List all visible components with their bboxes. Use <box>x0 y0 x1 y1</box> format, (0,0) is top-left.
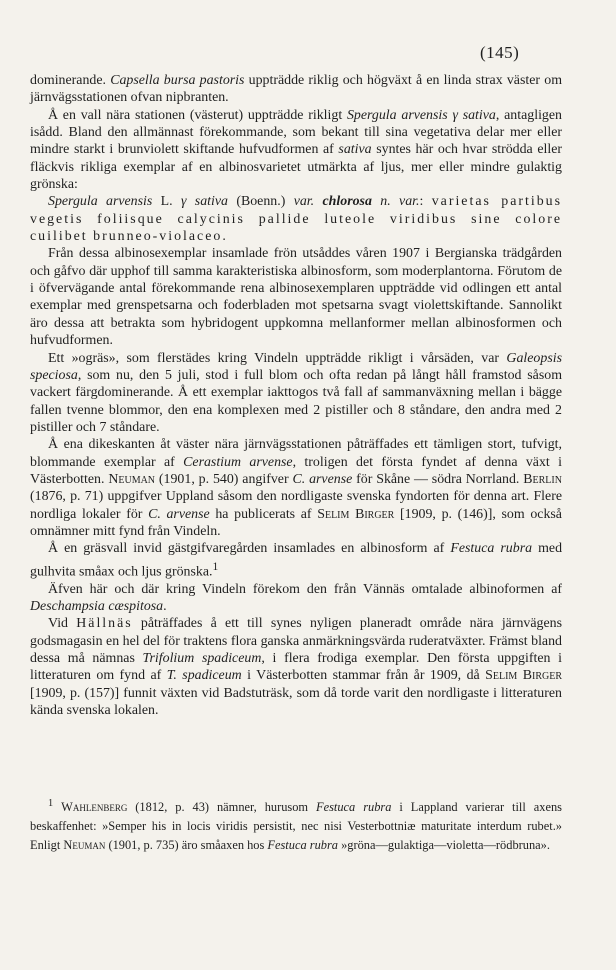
species-name: Trifolium spadiceum <box>142 650 262 666</box>
text-run: påträffades å ett till synes nyligen planeradt område nära järnvägens godsmagasin en hel del för traktens flora ganska anmärkningsvärda ruderatväxter. Främst bland dessa må nämnas <box>30 616 562 666</box>
text-run: : <box>419 194 432 210</box>
paragraph-9 <box>30 615 562 719</box>
footnote-text <box>30 795 562 854</box>
species-name: Spergula arvensis γ sativa <box>346 107 496 123</box>
text-run: Äfven här och där kring Vindeln förekom den från Vännäs omtalade albinoformen af <box>48 581 562 597</box>
species-name: T. spadiceum <box>166 668 242 684</box>
variety-name: chlorosa <box>314 194 372 210</box>
paragraph-4: Från dessa albinosexemplar insamlade frön utsåddes våren 1907 i Bergianska trädgården och gåfvo där upphof till samma karakteristiska albinosform, som moderplantorna. Förutom de i öfvervägande antal förekommande rena albinosexemplaren uppträdde vid odlingen ett antal exemplar med grenspetsarna och foderbladen mot spetsarna svagt violettskiftande. Sannolikt äro dessa att betrakta som hybridogent uppkomna mellanformer mellan albinosformen och hufvudformen. <box>30 246 562 349</box>
page-number: (145) <box>480 43 520 62</box>
author-name: Neuman <box>108 471 156 487</box>
author-name: Wahlenberg <box>61 800 128 815</box>
main-text <box>30 72 562 719</box>
text-run: L. <box>152 194 181 210</box>
text-run: , troligen det första fyndet af denna växt i Västerbotten. <box>30 454 562 487</box>
new-var-label: n. var. <box>371 194 420 210</box>
species-name: Festuca rubra <box>450 541 533 557</box>
text-run: , antagligen isådd. Bland den allmännast förekommande, som bekant till sina vegetativa delar mer eller mindre starkt i brunviolett skiftande hufvudformen af <box>30 107 562 158</box>
text-run: i Lappland varierar till axens beskaffenhet: »Semper his in locis viridis persistit, nec nisi Vesterbottniæ maturitate interdum rubet.» Enligt <box>30 800 562 852</box>
text-run: (Boenn.) <box>227 194 294 210</box>
text-run: , i flera frodiga exemplar. Den första uppgiften i litteraturen om fynd af <box>30 650 562 684</box>
text-run: (1812, p. 43) nämner, hurusom <box>127 800 317 815</box>
text-run: med gulhvita småax och ljus grönska. <box>30 541 563 580</box>
species-name: γ sativa <box>180 194 228 210</box>
text-run: , som nu, den 5 juli, stod i full blom och ofta redan på långt håll framstod såsom vackert färgdominerande. Å ett exemplar iakttogos två fall af sammanväxning mellan i bägge fallen tvenne blommor, den ena komplexen med 2 pistiller och 8 ståndare, den andra med 2 pistiller och 7 ståndare. <box>30 367 562 435</box>
species-name: C. arvense <box>292 471 353 487</box>
species-name: sativa <box>338 142 372 158</box>
species-name: Deschampsia cæspitosa <box>30 598 164 614</box>
author-name: Selim Birger <box>485 668 562 684</box>
species-name: Spergula arvensis <box>48 194 153 210</box>
paragraph-7 <box>30 540 562 580</box>
text-run: dominerande. <box>30 73 111 88</box>
author-name: Berlin <box>523 471 562 487</box>
text-run: [1909, p. (157)] funnit växten vid Badstuträsk, som då torde varit den nordligaste i litteraturen kända svenska lokalen. <box>30 685 562 718</box>
text-run: Å en gräsvall invid gästgifvaregården insamlades en albinosform af <box>48 541 451 557</box>
text-run: Å ena dikeskanten åt väster nära järnvägsstationen påträffades ett tämligen stort, tufvigt, blommande exemplar af <box>30 437 562 470</box>
text-run <box>53 800 61 814</box>
text-run: ha publicerats af <box>209 506 318 522</box>
text-run: (1901, p. 735) äro småaxen hos <box>105 837 268 852</box>
var-label: var. <box>293 194 315 210</box>
paragraph-6 <box>30 436 562 540</box>
paragraph-3-diagnosis <box>30 193 562 245</box>
paragraph-5 <box>30 350 562 437</box>
text-run: [1909, p. (146)], som också omnämner mitt fynd från Vindeln. <box>30 506 562 539</box>
place-name: Hällnäs <box>76 616 133 632</box>
text-run: . <box>163 598 167 614</box>
species-name: Cerastium arvense <box>183 454 293 470</box>
author-name: Selim Birger <box>317 506 395 522</box>
text-run: Vid <box>48 616 77 632</box>
text-run: för Skåne — södra Norrland. <box>352 471 524 487</box>
species-name: C. arvense <box>148 506 210 522</box>
paragraph-8 <box>30 581 562 616</box>
latin-diagnosis: varietas partibus vegetis foliisque calycinis pallide luteole viridibus sine colore cuilibet brunneo-violaceo. <box>30 194 562 245</box>
footnote <box>30 795 562 854</box>
footnote-marker: 1 <box>212 559 219 573</box>
species-name: Festuca rubra <box>267 837 338 852</box>
species-name: Festuca rubra <box>316 800 392 815</box>
paragraph-2 <box>30 107 562 194</box>
author-name: Neuman <box>63 837 106 852</box>
paragraph-1 <box>30 72 562 107</box>
text-run: Ett »ogräs», som flerstädes kring Vindeln uppträdde rikligt i vårsäden, var <box>48 350 507 366</box>
text-run: uppträdde riklig och högväxt å en linda strax väster om järnvägsstationen ofvan nipbranten. <box>30 73 562 106</box>
text-run: Å en vall nära stationen (västerut) uppträdde rikligt <box>48 107 347 123</box>
text-run: »gröna—gulaktiga—violetta—rödbruna». <box>337 837 550 852</box>
text-run: (1901, p. 540) angifver <box>155 471 293 487</box>
species-name: Capsella bursa pastoris <box>110 73 245 88</box>
species-name: Galeopsis speciosa <box>30 350 562 383</box>
text-run: i Västerbotten stammar från år 1909, då <box>241 668 486 684</box>
text-run: (1876, p. 71) uppgifver Uppland såsom den nordligaste svenska fyndorten för denna art. Flere nordliga lokaler för <box>30 489 562 522</box>
footnote-number: 1 <box>48 798 54 809</box>
text-run: syntes här och hvar strödda eller fläckvis rikliga exemplar af en albinosvarietet utmärkta af ljus, mer eller mindre gulaktig grönska: <box>30 142 562 193</box>
